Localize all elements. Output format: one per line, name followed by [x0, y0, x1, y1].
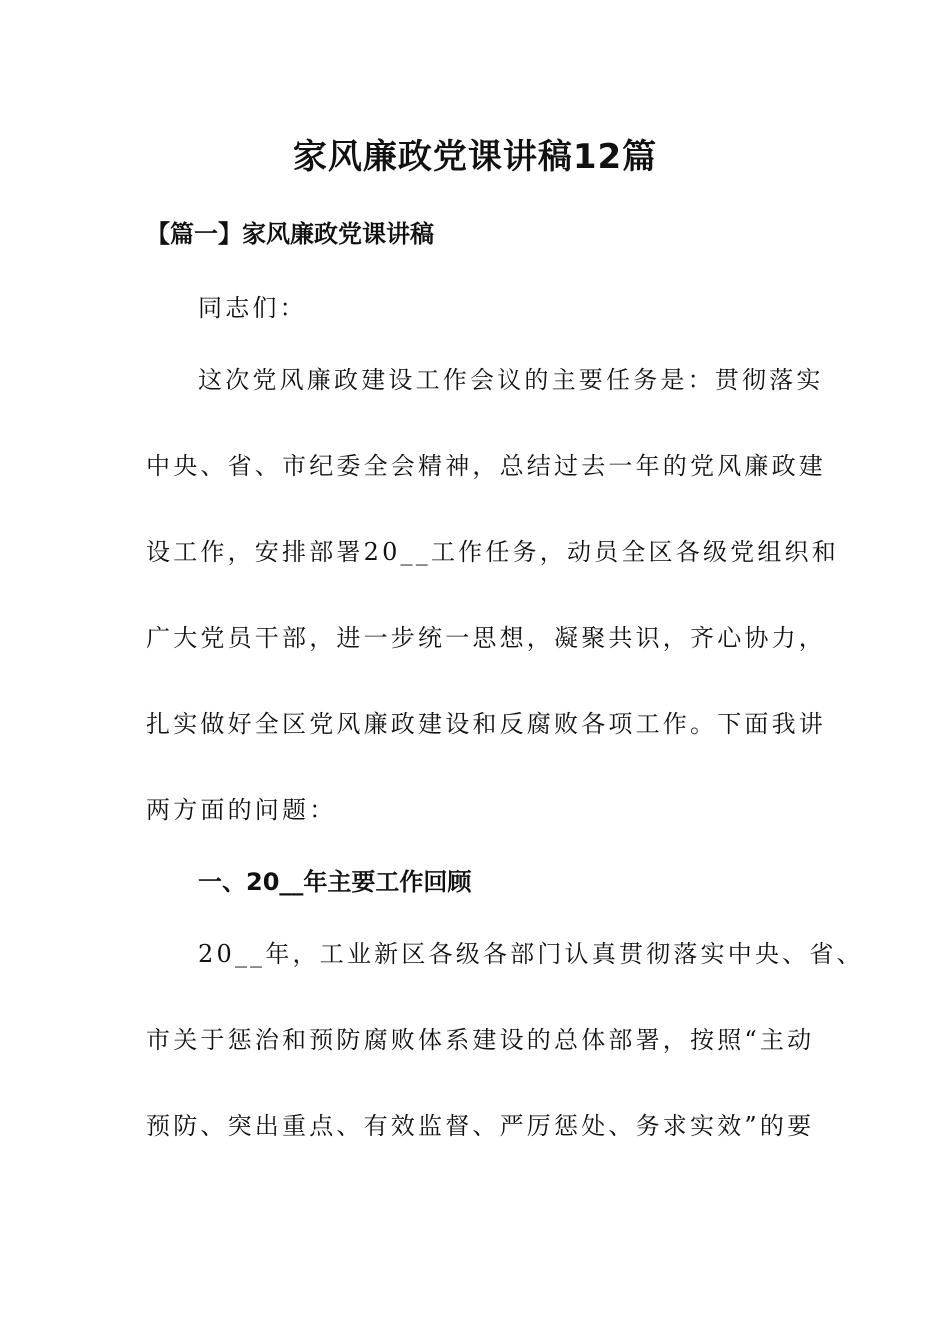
paragraph-line: 中央、省、市纪委全会精神，总结过去一年的党风廉政建 [146, 452, 826, 480]
salutation: 同志们： [198, 294, 307, 322]
paragraph-line: 市关于惩治和预防腐败体系建设的总体部署，按照“主动 [146, 1026, 815, 1054]
paragraph-line: 预防、突出重点、有效监督、严厉惩处、务求实效”的要 [146, 1112, 815, 1140]
paragraph-line: 广大党员干部，进一步统一思想，凝聚共识，齐心协力， [146, 624, 826, 652]
subheading: 一、20__年主要工作回顾 [198, 868, 472, 896]
paragraph-line: 扎实做好全区党风廉政建设和反腐败各项工作。下面我讲 [146, 710, 826, 738]
section-heading: 【篇一】家风廉政党课讲稿 [146, 220, 434, 248]
paragraph-line: 这次党风廉政建设工作会议的主要任务是：贯彻落实 [198, 366, 824, 394]
paragraph-line: 设工作，安排部署20__工作任务，动员全区各级党组织和 [146, 538, 839, 566]
document-title: 家风廉政党课讲稿12篇 [292, 137, 658, 177]
paragraph-line: 20__年，工业新区各级各部门认真贯彻落实中央、省、 [198, 940, 864, 968]
paragraph-line: 两方面的问题： [146, 796, 337, 824]
